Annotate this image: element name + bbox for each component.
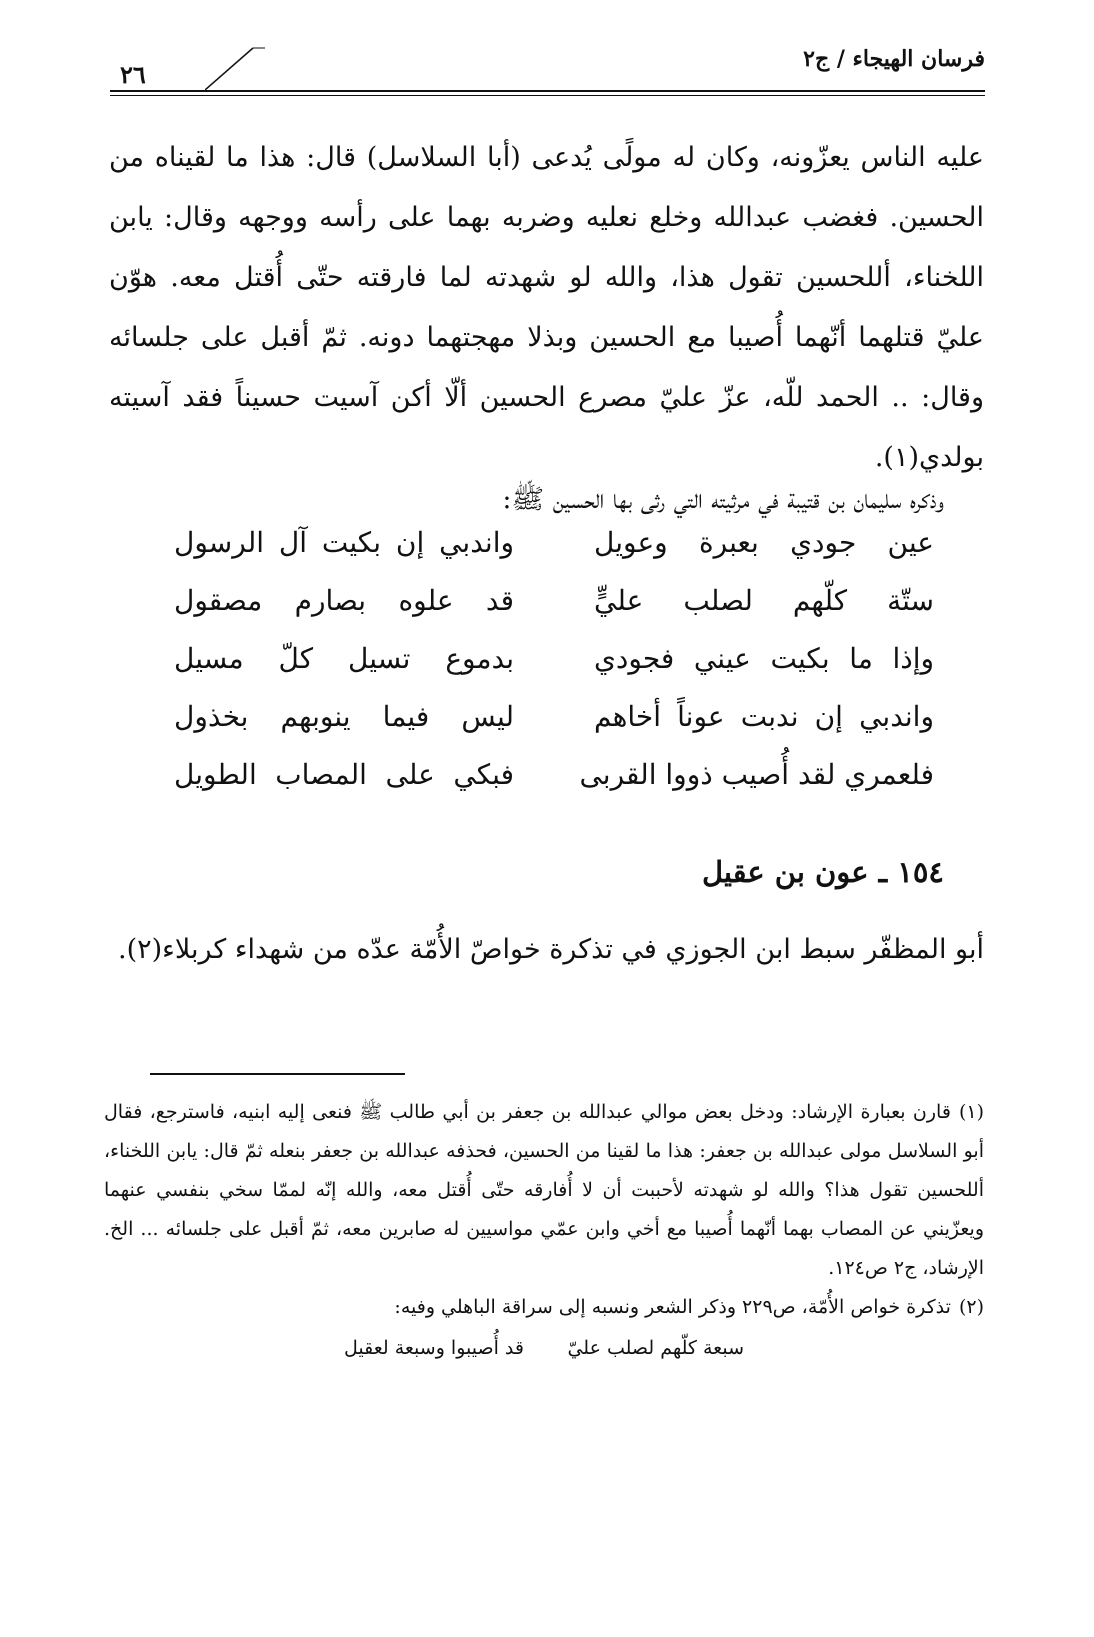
- poem-intro: وذكره سليمان بن قتيبة في مرثيته التي رثى بها الحسين ﷺ:: [502, 484, 944, 515]
- verse-second-hemistich: قد علوه بصارم مصقول: [174, 584, 514, 617]
- running-header: [110, 38, 985, 98]
- verse-first-hemistich: واندبي إن ندبت عوناً أخاهم: [594, 700, 934, 733]
- footnote-text: قارن بعبارة الإرشاد: ودخل بعض موالي عبدالله بن جعفر بن أبي طالب ﷺ فنعى إليه ابنيه، فاسترجع، فقال أبو السلاسل مولى عبدالله بن جعفر: هذا ما لقينا من الحسين، فحذفه عبدالله بن جعفر بنعله ثمّ قال: يابن اللخناء، أللحسين تقول هذا؟ والله لو شهدته لأحببت أن لا أُفارقه حتّى أُقتل معه، والله إنّه لممّا سخي بنفسي عنهما ويعزّيني عن المصاب بهما أنّهما أُصيبا مع أخي وابن عمّي مواسيين له صابرين معه، ثمّ أقبل على جلسائه ... الخ. الإرشاد، ج٢ ص١٢٤.: [104, 1101, 984, 1279]
- verse-first-hemistich: ستّة كلّهم لصلب عليٍّ: [594, 584, 934, 617]
- header-ornament: [205, 44, 265, 90]
- footnote-verse-second: قد أُصيبوا وسبعة لعقيل: [343, 1337, 524, 1359]
- verse-first-hemistich: وإذا ما بكيت عيني فجودي: [594, 642, 934, 675]
- verse: [174, 758, 934, 816]
- verse-second-hemistich: واندبي إن بكيت آل الرسول: [174, 526, 514, 559]
- paragraph-1: عليه الناس يعزّونه، وكان له مولًى يُدعى (أبا السلاسل) قال: هذا ما لقيناه من الحسين. فغضب عبدالله وخلع نعليه وضربه بهما على رأسه ووجهه وقال: يابن اللخناء، أللحسين تقول هذا، والله لو شهدته لما فارقته حتّى أُقتل معه. هوّن عليّ قتلهما أنّهما أُصيبا مع الحسين وبذلا مهجتهما دونه. ثمّ أقبل على جلسائه وقال: .. الحمد للّه، عزّ عليّ مصرع الحسين ألّا أكن آسيت حسيناً فقد آسيته بولدي(١).: [109, 142, 984, 473]
- footnote-number: (٢): [958, 1296, 984, 1318]
- footnotes: [104, 1093, 984, 1369]
- verse: [174, 526, 934, 584]
- verse-second-hemistich: فبكي على المصاب الطويل: [174, 758, 514, 791]
- paragraph-2: أبو المظفّر سبط ابن الجوزي في تذكرة خواصّ الأُمّة عدّه من شهداء كربلاء(٢).: [118, 934, 984, 965]
- section-heading: ١٥٤ ـ عون بن عقيل: [701, 855, 944, 889]
- verse-first-hemistich: فلعمري لقد أُصيب ذووا القربى: [579, 758, 934, 791]
- page-number: ٢٦: [120, 60, 146, 89]
- footnote-2: [104, 1288, 984, 1327]
- footnote-1: [104, 1093, 984, 1288]
- verse-second-hemistich: بدموع تسيل كلّ مسيل: [174, 642, 514, 675]
- verse-first-hemistich: عين جودي بعبرة وعويل: [594, 526, 934, 559]
- poem: [174, 526, 934, 816]
- footnote-number: (١): [958, 1101, 984, 1123]
- footnote-rule: [150, 1073, 405, 1075]
- footnote-text: تذكرة خواص الأُمّة، ص٢٢٩ وذكر الشعر ونسبه إلى سراقة الباهلي وفيه:: [394, 1296, 951, 1318]
- verse: [174, 700, 934, 758]
- footnote-verse-first: سبعة كلّهم لصلب عليّ: [567, 1337, 744, 1359]
- verse: [174, 584, 934, 642]
- header-rule: [110, 90, 985, 92]
- verse-second-hemistich: ليس فيما ينوبهم بخذول: [174, 700, 514, 733]
- book-title: فرسان الهيجاء / ج٢: [803, 46, 985, 72]
- footnote-verse: [104, 1329, 984, 1369]
- verse: [174, 642, 934, 700]
- header-rule-thin: [110, 95, 985, 96]
